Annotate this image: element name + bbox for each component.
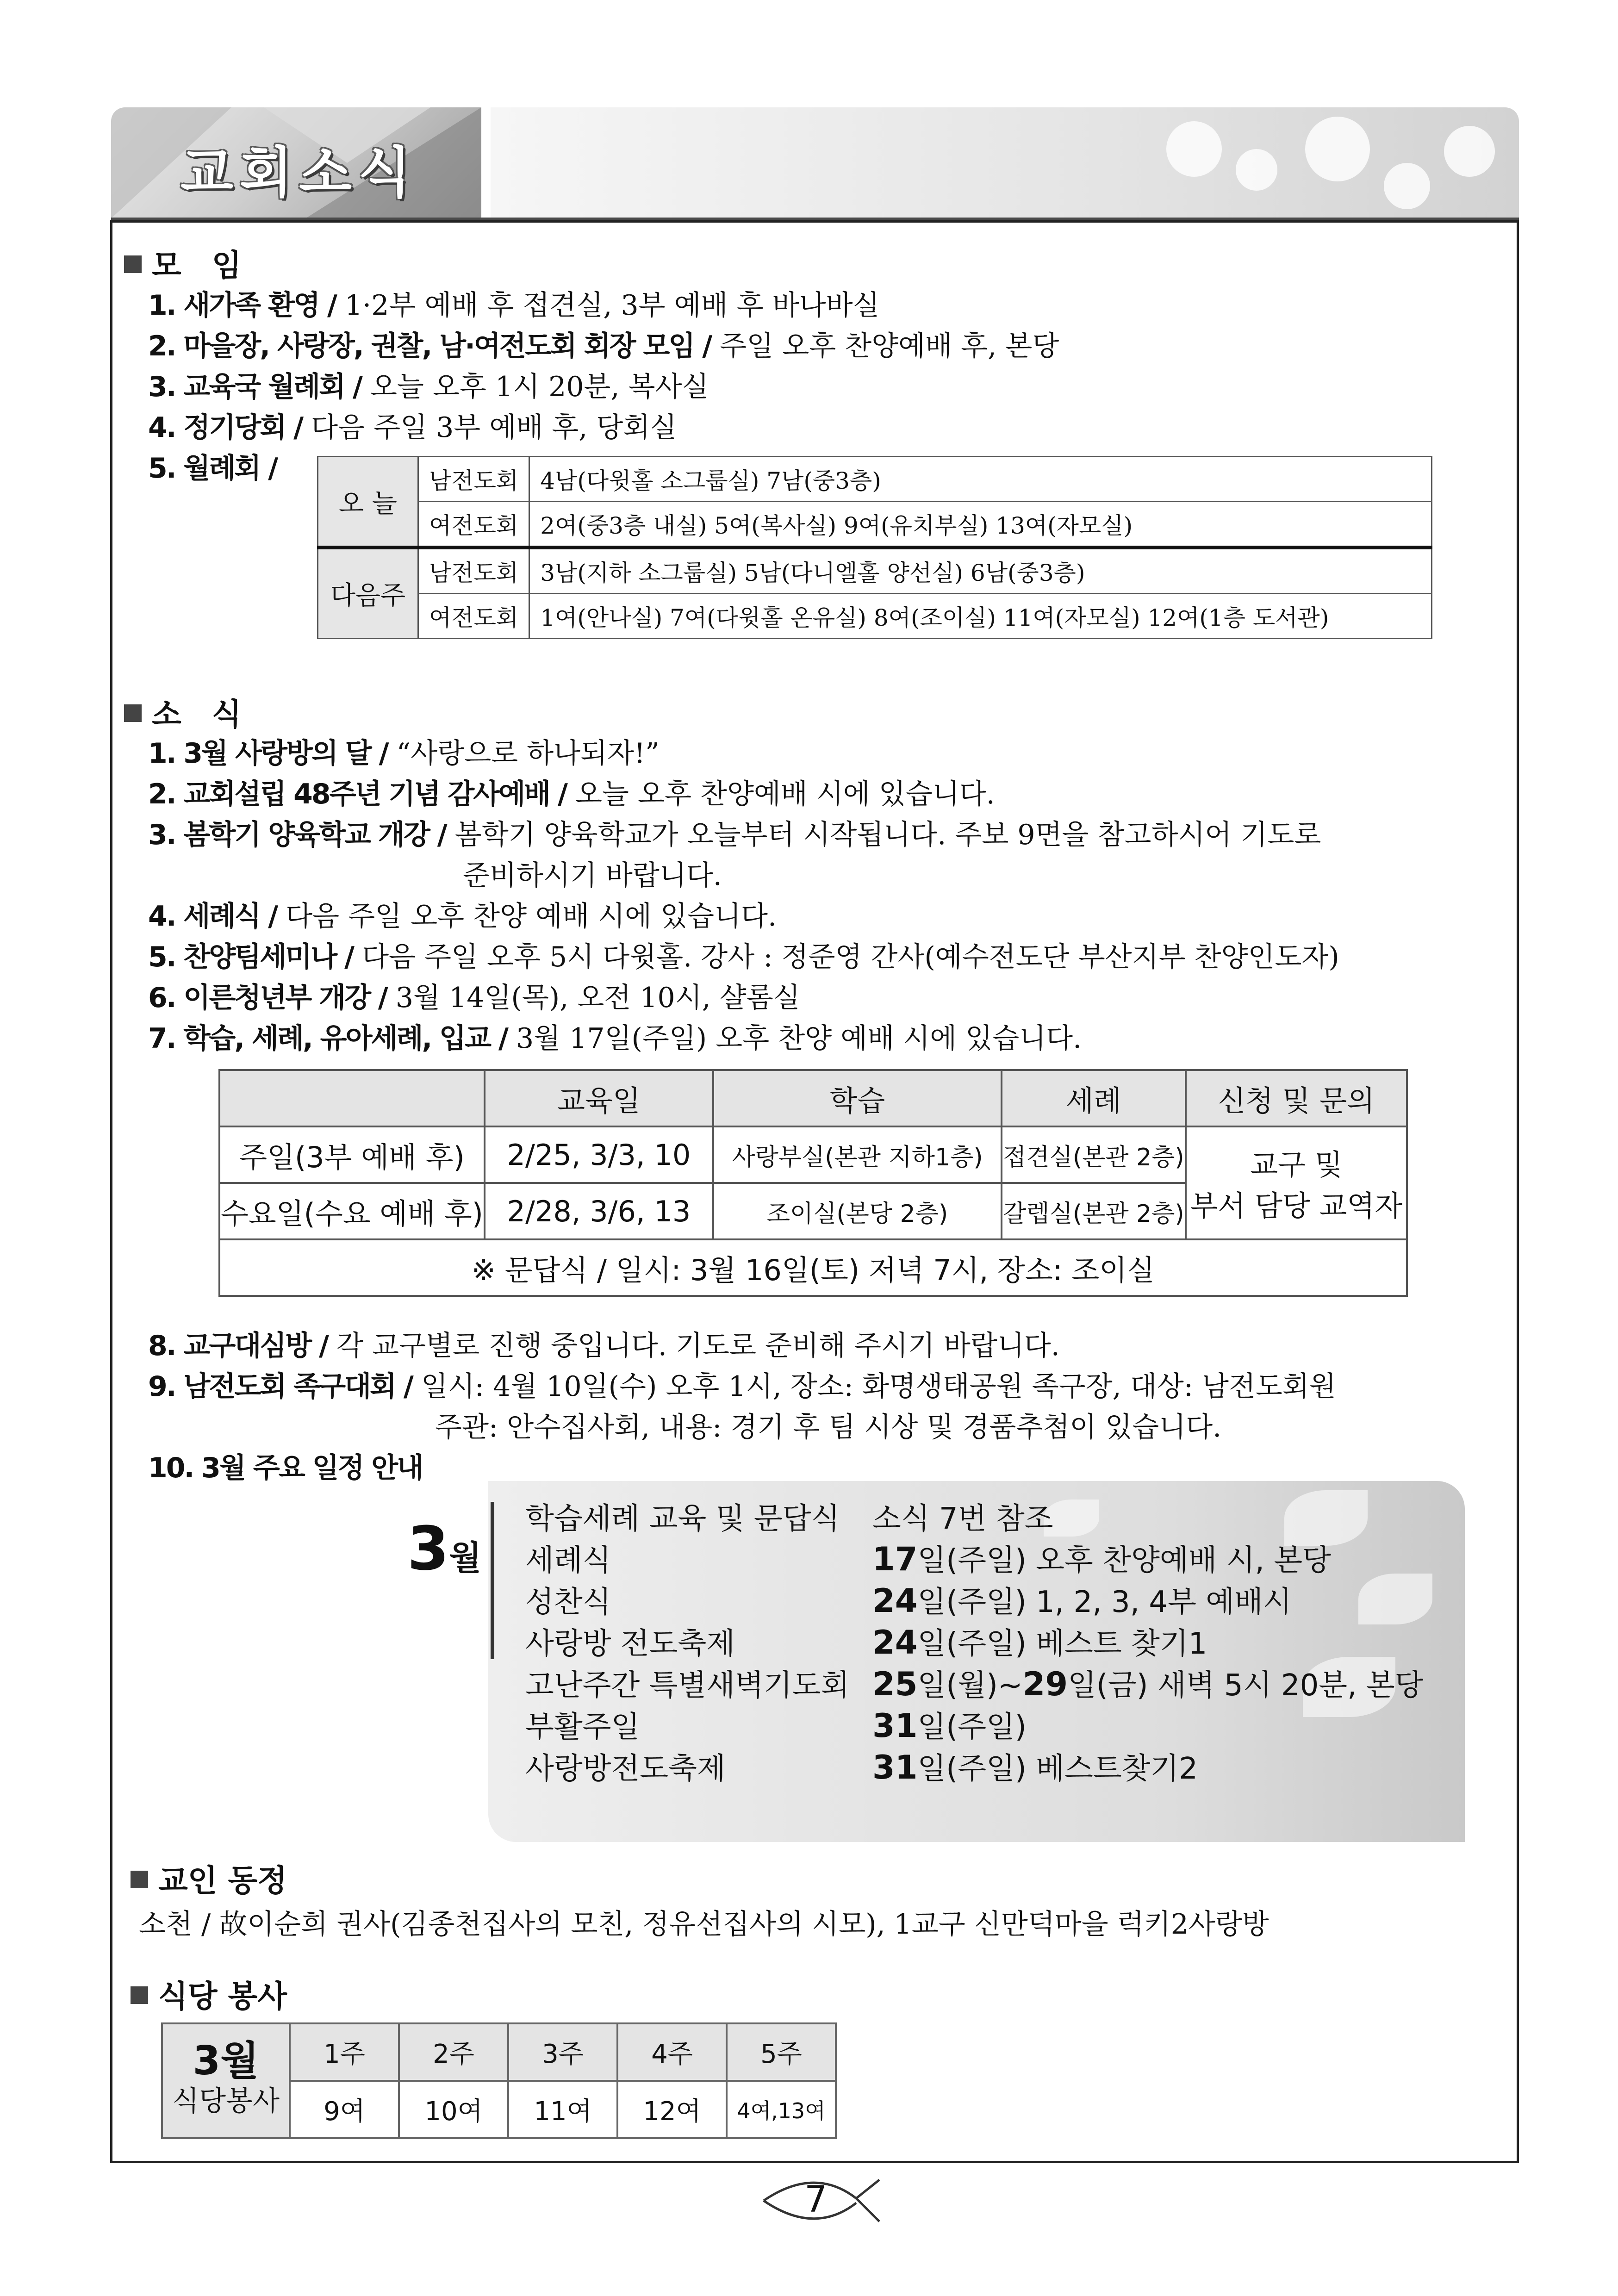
group-rooms: 4남(다윗홀 소그룹실) 7남(중3층) xyxy=(529,457,1432,502)
week-label: 3주 xyxy=(508,2023,617,2081)
team-cell: 10여 xyxy=(399,2081,508,2138)
schedule-event: 고난주간 특별새벽기도회 xyxy=(525,1668,850,1703)
section-meeting-heading: 모 임 xyxy=(124,241,242,285)
schedule-event: 부활주일 xyxy=(525,1710,640,1744)
week-label: 2주 xyxy=(399,2023,508,2081)
schedule-date: 24일(주일) 1, 2, 3, 4부 예배시 xyxy=(872,1582,1292,1620)
group-type: 남전도회 xyxy=(418,457,529,502)
schedule-date: 17일(주일) 오후 찬양예배 시, 본당 xyxy=(872,1540,1331,1578)
meeting-item: 5. 월례회 / xyxy=(148,452,277,485)
table-row: 주일(3부 예배 후) 2/25, 3/3, 10 사랑부실(본관 지하1층) 접견실(본관 2층) 교구 및 부서 담당 교역자 xyxy=(219,1126,1407,1183)
header-contact: 신청 및 문의 xyxy=(1186,1070,1407,1126)
team-cell: 9여 xyxy=(290,2081,399,2138)
meeting-item: 2. 마을장, 사랑장, 권찰, 남·여전도회 회장 모임 / 주일 오후 찬양예배 후, 본당 xyxy=(148,330,1059,362)
schedule-date: 소식 7번 참조 xyxy=(872,1502,1053,1536)
group-rooms: 2여(중3층 내실) 5여(복사실) 9여(유치부실) 13여(자모실) xyxy=(529,502,1432,548)
page-number: 7 xyxy=(759,2171,884,2231)
schedule-date: 25일(월)~29일(금) 새벽 5시 20분, 본당 xyxy=(872,1665,1424,1703)
news-item: 3. 봄학기 양육학교 개강 / 봄학기 양육학교가 오늘부터 시작됩니다. 주보 9면을 참고하시어 기도로 xyxy=(148,819,1321,851)
schedule-event: 성찬식 xyxy=(525,1585,611,1619)
meeting-item: 3. 교육국 월례회 / 오늘 오후 1시 20분, 복사실 xyxy=(148,371,709,403)
cafeteria-month: 3월 식당봉사 xyxy=(162,2023,290,2138)
header-edu-date: 교육일 xyxy=(485,1070,713,1126)
schedule-event: 세례식 xyxy=(525,1543,611,1578)
news-item: 4. 세례식 / 다음 주일 오후 찬양 예배 시에 있습니다. xyxy=(148,900,777,933)
schedule-date: 31일(주일) xyxy=(872,1707,1027,1745)
section-cafeteria-heading: 식당 봉사 xyxy=(131,1972,287,2016)
schedule-event: 사랑방전도축제 xyxy=(525,1752,726,1786)
news-item: 2. 교회설립 48주년 기념 감사예배 / 오늘 오후 찬양예배 시에 있습니다. xyxy=(148,778,995,810)
page-title: 교회소식 xyxy=(180,141,417,205)
members-news: 소천 / 故이순희 권사(김종천집사의 모친, 정유선집사의 시모), 1교구 신만덕마을 럭키2사랑방 xyxy=(139,1908,1269,1941)
week-label: 5주 xyxy=(727,2023,836,2081)
news-item: 9. 남전도회 족구대회 / 일시: 4월 10일(수) 오후 1시, 장소: 화명생태공원 족구장, 대상: 남전도회원 xyxy=(148,1370,1336,1403)
header-learning: 학습 xyxy=(713,1070,1002,1126)
contact-cell: 교구 및 부서 담당 교역자 xyxy=(1186,1126,1407,1239)
catechism-note: ※ 문답식 / 일시: 3월 16일(토) 저녁 7시, 장소: 조이실 xyxy=(219,1239,1407,1296)
next-week-label: 다음주 xyxy=(318,548,418,639)
header-title-banner xyxy=(111,107,481,218)
monthly-meeting-table xyxy=(317,456,1432,639)
schedule-date: 31일(주일) 베스트찾기2 xyxy=(872,1748,1198,1786)
group-rooms: 1여(안나실) 7여(다윗홀 온유실) 8여(조이실) 11여(자모실) 12여(1층 도서관) xyxy=(529,594,1432,639)
schedule-event: 학습세례 교육 및 문답식 xyxy=(525,1502,840,1536)
schedule-date: 24일(주일) 베스트 찾기1 xyxy=(872,1624,1207,1661)
team-cell: 4여,13여 xyxy=(727,2081,836,2138)
news-item: 5. 찬양팀세미나 / 다음 주일 오후 5시 다윗홀. 강사 : 정준영 간사(예수전도단 부산지부 찬양인도자) xyxy=(148,941,1339,973)
schedule-month: 3월 xyxy=(407,1513,482,1584)
news-item: 7. 학습, 세례, 유아세례, 입교 / 3월 17일(주일) 오후 찬양 예배 시에 있습니다. xyxy=(148,1022,1082,1055)
today-label: 오 늘 xyxy=(318,457,418,548)
education-schedule-table xyxy=(218,1069,1408,1297)
header-baptism: 세례 xyxy=(1002,1070,1186,1126)
group-type: 여전도회 xyxy=(418,594,529,639)
news-item: 1. 3월 사랑방의 달 / “사랑으로 하나되자!” xyxy=(148,737,660,770)
news-item: 6. 이른청년부 개강 / 3월 14일(목), 오전 10시, 샬롬실 xyxy=(148,982,800,1014)
news-item-continued: 준비하시기 바랍니다. xyxy=(463,859,722,892)
week-label: 4주 xyxy=(617,2023,727,2081)
header-flower-banner xyxy=(491,107,1519,218)
schedule-event: 사랑방 전도축제 xyxy=(525,1627,735,1661)
schedule-divider xyxy=(491,1502,494,1659)
section-members-heading: 교인 동정 xyxy=(131,1856,287,1900)
meeting-item: 4. 정기당회 / 다음 주일 3부 예배 후, 당회실 xyxy=(148,411,677,444)
group-type: 남전도회 xyxy=(418,548,529,594)
meeting-item: 1. 새가족 환영 / 1·2부 예배 후 접견실, 3부 예배 후 바나바실 xyxy=(148,289,880,322)
news-item: 8. 교구대심방 / 각 교구별로 진행 중입니다. 기도로 준비해 주시기 바랍니다. xyxy=(148,1330,1060,1362)
table-row: 수요일(수요 예배 후) 2/28, 3/6, 13 조이실(본당 2층) 갈렙실(본관 2층) xyxy=(219,1183,1407,1239)
news-item: 10. 3월 주요 일정 안내 xyxy=(148,1452,423,1484)
week-label: 1주 xyxy=(290,2023,399,2081)
group-type: 여전도회 xyxy=(418,502,529,548)
cafeteria-table xyxy=(161,2022,837,2139)
team-cell: 11여 xyxy=(508,2081,617,2138)
team-cell: 12여 xyxy=(617,2081,727,2138)
section-news-heading: 소 식 xyxy=(124,690,242,734)
group-rooms: 3남(지하 소그룹실) 5남(다니엘홀 양선실) 6남(중3층) xyxy=(529,548,1432,594)
news-item-continued: 주관: 안수집사회, 내용: 경기 후 팀 시상 및 경품추첨이 있습니다. xyxy=(435,1411,1222,1444)
